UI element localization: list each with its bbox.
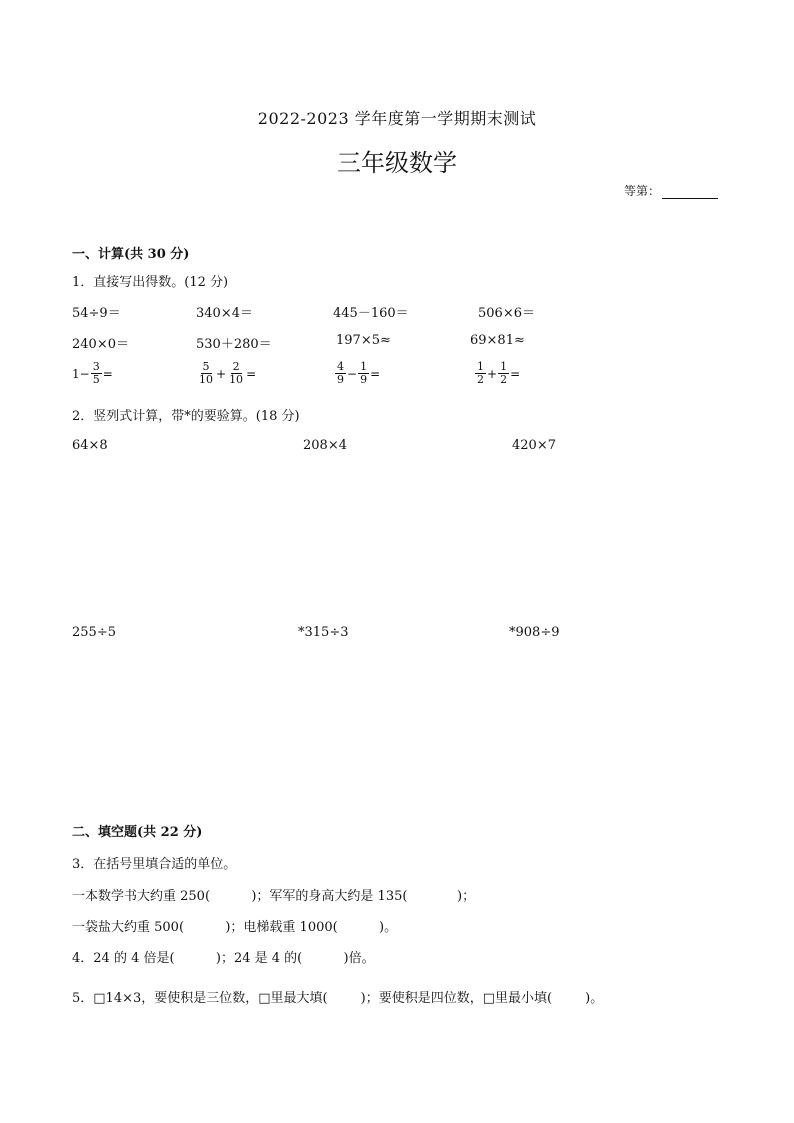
numerator: 5 — [202, 360, 210, 373]
fill-text: 一袋盐大约重 500( )；电梯载重 1000( )。 — [72, 920, 398, 935]
exam-title: 2022-2023 学年度第一学期期末测试 — [257, 109, 537, 128]
numerator: 2 — [232, 360, 240, 373]
operator: + — [487, 366, 498, 381]
equals-sign: = — [510, 366, 521, 381]
fraction-item — [196, 361, 256, 386]
calc-item: 445－160＝ — [333, 306, 409, 321]
denominator: 10 — [199, 373, 213, 386]
fill-text: 一本数学书大约重 250( )；军军的身高大约是 135( )； — [72, 889, 476, 904]
fraction-item — [474, 361, 520, 386]
grade-blank[interactable] — [662, 186, 718, 199]
denominator: 9 — [337, 373, 344, 386]
denominator: 2 — [500, 373, 508, 386]
numerator: 1 — [500, 360, 508, 373]
question-4 — [72, 947, 375, 966]
denominator: 2 — [477, 373, 484, 386]
exam-subtitle: 三年级数学 — [337, 149, 457, 177]
fraction-item — [72, 361, 113, 386]
calc-item: 340×4＝ — [196, 306, 253, 321]
denominator: 9 — [360, 373, 368, 386]
numerator: 3 — [92, 360, 100, 373]
question-3-label: 3．在括号里填合适的单位。 — [72, 857, 237, 872]
fill-text: 4．24 的 4 倍是( )；24 是 4 的( )倍。 — [72, 951, 375, 966]
denominator: 10 — [229, 373, 244, 386]
numerator: 4 — [337, 360, 344, 373]
question-3-line-2 — [72, 916, 397, 935]
vertical-calc-item: 64×8 — [72, 438, 108, 453]
calc-item: 54÷9＝ — [72, 306, 121, 321]
grade-label: 等第： — [624, 184, 661, 198]
vertical-calc-item: 255÷5 — [72, 625, 116, 640]
question-2-label: 2．竖列式计算，带*的要验算。(18 分) — [72, 409, 300, 424]
question-3-line-1 — [72, 885, 475, 904]
equals-sign: = — [370, 366, 381, 381]
calc-item: 240×0＝ — [72, 337, 129, 352]
question-5 — [72, 987, 603, 1006]
fraction — [335, 361, 346, 386]
section-2-heading: 二、填空题(共 22 分) — [72, 825, 203, 840]
vertical-calc-item: 208×4 — [303, 438, 347, 453]
section-1-heading: 一、计算(共 30 分) — [72, 247, 190, 262]
vertical-calc-item: 420×7 — [512, 438, 556, 453]
vertical-calc-item: *908÷9 — [509, 625, 560, 640]
fraction — [197, 361, 215, 386]
grade-field — [624, 182, 718, 199]
fraction-lead: 1− — [72, 366, 90, 381]
calc-item: 69×81≈ — [470, 333, 525, 348]
fraction — [91, 361, 102, 386]
calc-item: 530＋280＝ — [196, 337, 272, 352]
fraction — [358, 361, 369, 386]
vertical-calc-item: *315÷3 — [298, 625, 349, 640]
fraction — [227, 361, 245, 386]
fraction — [498, 361, 509, 386]
calc-item: 506×6＝ — [478, 306, 535, 321]
question-1-label: 1．直接写出得数。(12 分) — [72, 275, 229, 290]
fraction — [475, 361, 486, 386]
operator: − — [347, 366, 358, 381]
numerator: 1 — [477, 360, 484, 373]
operator: + — [216, 366, 227, 381]
equals-sign: = — [102, 366, 113, 381]
fill-text: 5．□14×3，要使积是三位数，□里最大填( )；要使积是四位数，□里最小填( )。 — [72, 991, 604, 1006]
denominator: 5 — [92, 373, 100, 386]
fraction-item — [334, 361, 380, 386]
equals-sign: = — [246, 366, 257, 381]
calc-item: 197×5≈ — [336, 333, 391, 348]
numerator: 1 — [360, 360, 368, 373]
